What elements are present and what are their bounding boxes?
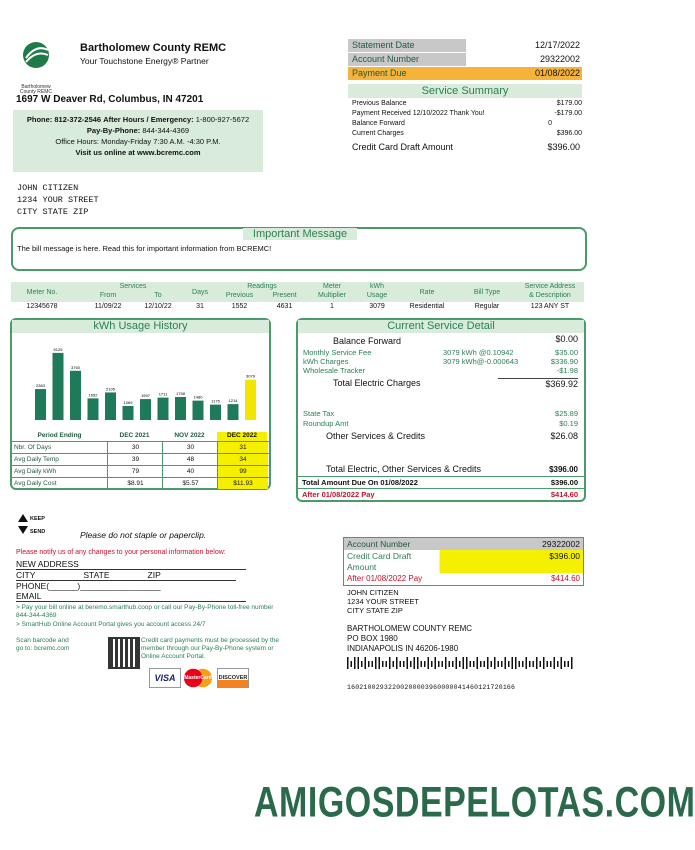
staple-note: Please do not staple or paperclip.: [80, 530, 207, 540]
company-tagline: Your Touchstone Energy® Partner: [80, 56, 209, 66]
meter-no: 12345678: [26, 303, 58, 310]
usage-bar-label: 1214: [228, 398, 238, 404]
service-detail-title: Current Service Detail: [298, 320, 584, 333]
important-message-title: Important Message: [243, 228, 357, 240]
customer-street: 1234 YOUR STREET: [17, 195, 99, 205]
usage-row-value: $11.93: [217, 478, 268, 489]
barcode-bar: [543, 657, 545, 669]
present-header: Present: [272, 292, 297, 299]
remit-customer-name: JOHN CITIZEN: [347, 588, 399, 597]
summary-row: [352, 130, 582, 137]
scan-text: Scan barcode and go to: bcremc.com: [16, 637, 70, 652]
kwh-header-2: Usage: [366, 292, 388, 299]
usage-bar-label: 1711: [158, 391, 168, 397]
barcode-bar: [386, 661, 388, 667]
summary-row-label: Payment Received 12/10/2022 Thank You!: [352, 110, 485, 117]
tax-line: [303, 409, 581, 418]
to-header: To: [154, 292, 162, 299]
usage-row-value: 34: [217, 454, 268, 465]
barcode-bar: [484, 661, 486, 667]
total-due: $396.00: [550, 478, 578, 487]
meter-no-header: Meter No.: [26, 289, 58, 296]
pay-note-2: > SmartHub Online Account Portal gives you account access 24/7: [16, 621, 206, 628]
barcode-bar: [505, 657, 507, 669]
pay-by-phone-number: 844-344-4369: [142, 126, 190, 135]
barcode-bar: [477, 657, 479, 669]
important-message-box: [11, 227, 587, 271]
remit-company-name: BARTHOLOMEW COUNTY REMC: [347, 624, 473, 633]
usage-column-header: DEC 2022: [217, 432, 267, 441]
usage-bar: [245, 380, 256, 420]
zip-label: ZIP: [147, 570, 161, 580]
customer-name: JOHN CITIZEN: [17, 183, 79, 193]
office-hours: Office Hours: Monday-Friday 7:30 A.M. -4:30 P.M.: [55, 137, 221, 146]
detail-line-value: $35.00: [555, 348, 578, 357]
change-form[interactable]: [16, 559, 246, 602]
barcode-bar: [414, 657, 416, 669]
account-number-label: Account Number: [352, 54, 420, 64]
usage-bar-label: 1652: [88, 392, 98, 398]
statement-date-label: Statement Date: [352, 40, 415, 50]
bill-type-value: Regular: [474, 303, 500, 310]
summary-row: [352, 110, 582, 117]
detail-line-value: -$1.98: [556, 366, 578, 375]
phone-field[interactable]: PHONE(______)_________________: [16, 581, 161, 591]
usage-bar-label: 3079: [246, 373, 255, 379]
after-hours-number: 1-800-927-5672: [195, 115, 250, 124]
tax-line-label: Roundup Amt: [303, 419, 349, 428]
usage-row-value: 99: [217, 466, 268, 477]
watermark: AMIGOSDEPELOTAS.COM: [254, 779, 695, 827]
usage-column-header: NOV 2022: [174, 432, 205, 439]
barcode-bar: [522, 661, 524, 667]
service-detail-box: [296, 318, 586, 502]
barcode-bar: [547, 661, 549, 667]
barcode-bar: [519, 661, 521, 667]
summary-row-value: -$179.00: [554, 110, 582, 117]
barcode-bar: [403, 661, 405, 667]
barcode-bar: [526, 657, 528, 669]
from-header: From: [99, 292, 117, 299]
barcode-bar: [347, 657, 349, 669]
barcode-bar: [456, 657, 458, 669]
other-services: $26.08: [550, 431, 578, 441]
send-label: SEND: [30, 529, 46, 535]
usage-bar: [193, 401, 204, 420]
barcode-bar: [361, 661, 363, 667]
logo-text: Bartholomew County REMC: [20, 84, 52, 95]
period-ending-label: Period Ending: [37, 432, 82, 439]
summary-row-value: 0: [548, 120, 552, 127]
barcode-bar: [498, 661, 500, 667]
usage-bar: [140, 399, 151, 420]
service-from: 11/09/22: [94, 303, 122, 310]
usage-bar-label: 1758: [176, 390, 185, 396]
barcode-bar: [417, 657, 419, 669]
grand-total-label: Total Electric, Other Services & Credits: [326, 464, 482, 474]
usage-bar: [35, 389, 46, 420]
after-hours-label: After Hours / Emergency:: [103, 115, 194, 124]
usage-bar-chart: [15, 340, 265, 425]
detail-line-rate: 3079 kWh @0.10942: [443, 348, 514, 357]
previous-reading: 1552: [231, 303, 248, 310]
barcode-bar: [445, 657, 447, 669]
barcode-bar: [358, 657, 360, 669]
usage-table-row: [12, 465, 269, 477]
barcode-bar: [557, 661, 559, 667]
barcode-bar: [421, 661, 423, 667]
days-value: 31: [196, 303, 204, 310]
payment-due-label: Payment Due: [352, 68, 407, 78]
usage-bar: [210, 405, 221, 420]
usage-row-value: 30: [107, 442, 163, 453]
remit-company-city: INDIANAPOLIS IN 46206-1980: [347, 644, 459, 653]
kwh-usage-value: 3079: [369, 303, 385, 310]
keep-label: KEEP: [30, 516, 45, 522]
summary-row-label: Balance Forward: [352, 120, 405, 127]
other-services-label: Other Services & Credits: [326, 431, 426, 441]
usage-table-header: [12, 430, 269, 441]
after-due-label: After 01/08/2022 Pay: [302, 490, 375, 499]
usage-row-value: 31: [217, 442, 268, 453]
important-message-text: The bill message is here. Read this for important information from BCREMC!: [17, 244, 272, 253]
barcode-bar: [515, 657, 517, 669]
services-header: Services: [119, 283, 147, 290]
usage-row-value: 79: [107, 466, 163, 477]
notify-text: Please notify us of any changes to your personal information below:: [16, 549, 226, 556]
tax-line-label: State Tax: [303, 409, 335, 418]
barcode-bar: [529, 661, 531, 667]
usage-row-value: $8.91: [107, 478, 163, 489]
barcode-bar: [393, 661, 395, 667]
city-label: CITY: [16, 570, 36, 580]
detail-line-label: Monthly Service Fee: [303, 348, 372, 357]
barcode-bar: [354, 657, 356, 669]
service-address-header-2: & Description: [529, 292, 571, 299]
company-name: Bartholomew County REMC: [80, 42, 227, 54]
usage-bar: [70, 371, 81, 420]
usage-history-title: kWh Usage History: [12, 320, 269, 333]
draft-amount: $396.00: [547, 142, 580, 152]
barcode-bar: [424, 661, 426, 667]
usage-bar-label: 1480: [193, 394, 203, 400]
remit-company-box: PO BOX 1980: [347, 634, 398, 643]
new-address-field[interactable]: NEW ADDRESS: [16, 559, 246, 570]
barcode-bar: [480, 661, 482, 667]
usage-bar-label: 1175: [211, 398, 220, 404]
usage-row-value: 30: [162, 442, 218, 453]
barcode-bar: [400, 661, 402, 667]
total-electric-label: Total Electric Charges: [333, 378, 421, 388]
payment-due: 01/08/2022: [534, 68, 580, 78]
usage-bar: [88, 398, 99, 420]
account-number: 29322002: [539, 54, 580, 64]
usage-row-value: 48: [162, 454, 218, 465]
multiplier-value: 1: [330, 303, 334, 310]
barcode-bar: [466, 657, 468, 669]
barcode-bar: [438, 661, 440, 667]
barcode-bar: [491, 661, 493, 667]
barcode-bar: [564, 661, 566, 667]
detail-line-value: $336.90: [550, 357, 578, 366]
balance-forward: $0.00: [555, 334, 578, 344]
pay-note-1: > Pay your bill online at beremo.smarthub.coop or call our Pay-By-Phone toll-free number 844-344-4369: [16, 604, 274, 619]
rate-value: Residential: [409, 303, 445, 310]
website[interactable]: Visit us online at www.bcremc.com: [75, 148, 201, 157]
usage-table: [12, 430, 269, 489]
remit-draft-label-2: Amount: [347, 562, 377, 572]
service-to: 12/10/22: [144, 303, 172, 310]
kwh-header-1: kWh: [370, 283, 384, 290]
summary-row-label: Previous Balance: [352, 100, 407, 107]
summary-row: [352, 100, 582, 107]
barcode-bar: [459, 661, 461, 667]
barcode-bar: [375, 657, 377, 669]
service-summary-title: Service Summary: [348, 84, 582, 98]
detail-line: [303, 357, 581, 366]
remit-after: $414.60: [551, 574, 580, 583]
usage-bar: [228, 404, 239, 420]
barcode-bar: [463, 657, 465, 669]
detail-line: [303, 348, 581, 357]
usage-bar: [158, 398, 169, 420]
barcode-bar: [494, 657, 496, 669]
remit-company-address: [347, 624, 472, 654]
mastercard-card-icon: MasterCard: [182, 668, 214, 688]
remit-summary-box: [343, 537, 584, 586]
usage-row-label: Nbr. Of Days: [14, 444, 52, 451]
detail-line-label: Wholesale Tracker: [303, 366, 366, 375]
grand-total: $396.00: [549, 465, 578, 474]
customer-city: CITY STATE ZIP: [17, 207, 89, 217]
detail-line: [303, 366, 581, 375]
discover-card-icon: DISCOVER: [217, 668, 249, 688]
multiplier-header-2: Multiplier: [317, 292, 346, 299]
barcode-bar: [550, 661, 552, 667]
usage-history-box: [10, 318, 271, 490]
readings-header: Readings: [247, 283, 277, 290]
usage-column-header: DEC 2021: [119, 432, 150, 439]
barcode-bar: [351, 661, 353, 667]
total-due-label: Total Amount Due On 01/08/2022: [302, 478, 418, 487]
phone-line: Phone: 812-372-2546: [26, 115, 102, 124]
usage-row-value: 39: [107, 454, 163, 465]
barcode-bar: [442, 661, 444, 667]
rate-header: Rate: [419, 289, 435, 296]
balance-forward-label: Balance Forward: [333, 336, 402, 346]
remit-customer-city: CITY STATE ZIP: [347, 606, 403, 615]
barcode-bar: [571, 657, 573, 669]
usage-row-value: 40: [162, 466, 218, 477]
company-logo: [14, 40, 58, 95]
barcode-bar: [533, 661, 535, 667]
barcode-bar: [435, 657, 437, 669]
keep-arrow-icon: [18, 514, 28, 522]
cc-note: Credit card payments must be processed by the member through our Pay-By-Phone system or Online Account Portal.: [141, 637, 280, 660]
remit-draft: $396.00: [549, 551, 580, 561]
summary-row: [352, 120, 582, 127]
scan-line: 16021002932200200003960000041460121720166: [347, 684, 516, 691]
remit-draft-label-1: Credit Card Draft: [347, 551, 412, 561]
draft-amount-label: Credit Card Draft Amount: [352, 142, 454, 152]
barcode-bar: [512, 657, 514, 669]
usage-bar-label: 2105: [106, 386, 115, 392]
tax-line-value: $0.19: [559, 419, 578, 428]
tax-line: [303, 419, 581, 428]
remit-customer-address: [347, 588, 419, 615]
remit-customer-street: 1234 YOUR STREET: [347, 597, 419, 606]
detail-line-label: kWh Charges: [303, 357, 349, 366]
total-electric: $369.92: [498, 378, 578, 389]
usage-bar-label: 1069: [123, 400, 133, 406]
usage-bar: [53, 353, 64, 420]
usage-bar: [123, 406, 134, 420]
present-reading: 4631: [276, 303, 293, 310]
barcode-bar: [379, 657, 381, 669]
usage-table-row: [12, 453, 269, 465]
qr-code-icon[interactable]: [108, 637, 140, 669]
barcode-bar: [508, 661, 510, 667]
barcode-bar: [568, 661, 570, 667]
barcode-bar: [410, 661, 412, 667]
summary-row-value: $179.00: [556, 100, 582, 107]
days-header: Days: [192, 289, 208, 296]
barcode-bar: [382, 661, 384, 667]
barcode-bar: [501, 661, 503, 667]
usage-table-row: [12, 441, 269, 453]
tax-line-value: $25.89: [555, 409, 578, 418]
usage-bar-label: 1597: [141, 393, 150, 399]
statement-date: 12/17/2022: [534, 40, 580, 50]
usage-table-row: [12, 477, 269, 489]
service-address-header-1: Service Address: [524, 283, 576, 290]
meter-table: [11, 282, 584, 314]
barcode-bar: [487, 657, 489, 669]
usage-bar-label: 5125: [53, 346, 63, 352]
contact-box: [13, 110, 263, 172]
visa-card-icon: VISA: [149, 668, 181, 688]
barcode-bar: [365, 657, 367, 669]
barcode-bar: [540, 661, 542, 667]
after-due: $414.60: [550, 490, 578, 499]
usage-row-label: Avg Daily kWh: [14, 468, 57, 475]
send-arrow-icon: [18, 526, 28, 534]
email-field[interactable]: EMAIL: [16, 591, 246, 602]
previous-header: Previous: [225, 292, 254, 299]
pay-by-phone-label: Pay-By-Phone:: [86, 126, 141, 135]
barcode-bar: [470, 661, 472, 667]
city-state-zip-field[interactable]: [16, 570, 236, 581]
summary-row-label: Current Charges: [352, 130, 404, 137]
barcode-bar: [431, 661, 433, 667]
barcode-bar: [561, 657, 563, 669]
barcode-bar: [473, 661, 475, 667]
usage-bar-label: 3760: [71, 364, 80, 370]
barcode-bar: [407, 657, 409, 669]
barcode-bar: [428, 657, 430, 669]
usage-row-label: Avg Daily Cost: [14, 480, 57, 487]
usage-row-value: $5.57: [162, 478, 218, 489]
barcode-bar: [368, 661, 370, 667]
detail-line-rate: 3079 kWh@-0.000643: [443, 357, 519, 366]
usage-bar: [175, 397, 186, 420]
usage-row-label: Avg Daily Temp: [14, 456, 59, 463]
barcode-bar: [452, 661, 454, 667]
summary-row-value: $396.00: [556, 130, 582, 137]
bill-type-header: Bill Type: [473, 289, 501, 296]
customer-address: [17, 182, 99, 218]
barcode-bar: [536, 657, 538, 669]
usage-bar: [105, 392, 116, 420]
barcode-bar: [554, 657, 556, 669]
usage-bar-label: 2363: [36, 383, 45, 389]
company-address: 1697 W Deaver Rd, Columbus, IN 47201: [16, 94, 204, 105]
barcode-bar: [372, 661, 374, 667]
postal-barcode: [347, 657, 577, 669]
phone-label: PHONE: [16, 581, 47, 591]
barcode-bar: [449, 661, 451, 667]
remit-account-label: Account Number: [347, 539, 411, 549]
service-address-value: 123 ANY ST: [530, 303, 570, 310]
remit-account: 29322002: [542, 539, 580, 549]
multiplier-header-1: Meter: [323, 283, 341, 290]
barcode-bar: [396, 657, 398, 669]
state-label: STATE: [83, 570, 110, 580]
barcode-bar: [389, 657, 391, 669]
remit-after-label: After 01/08/2022 Pay: [347, 574, 423, 583]
